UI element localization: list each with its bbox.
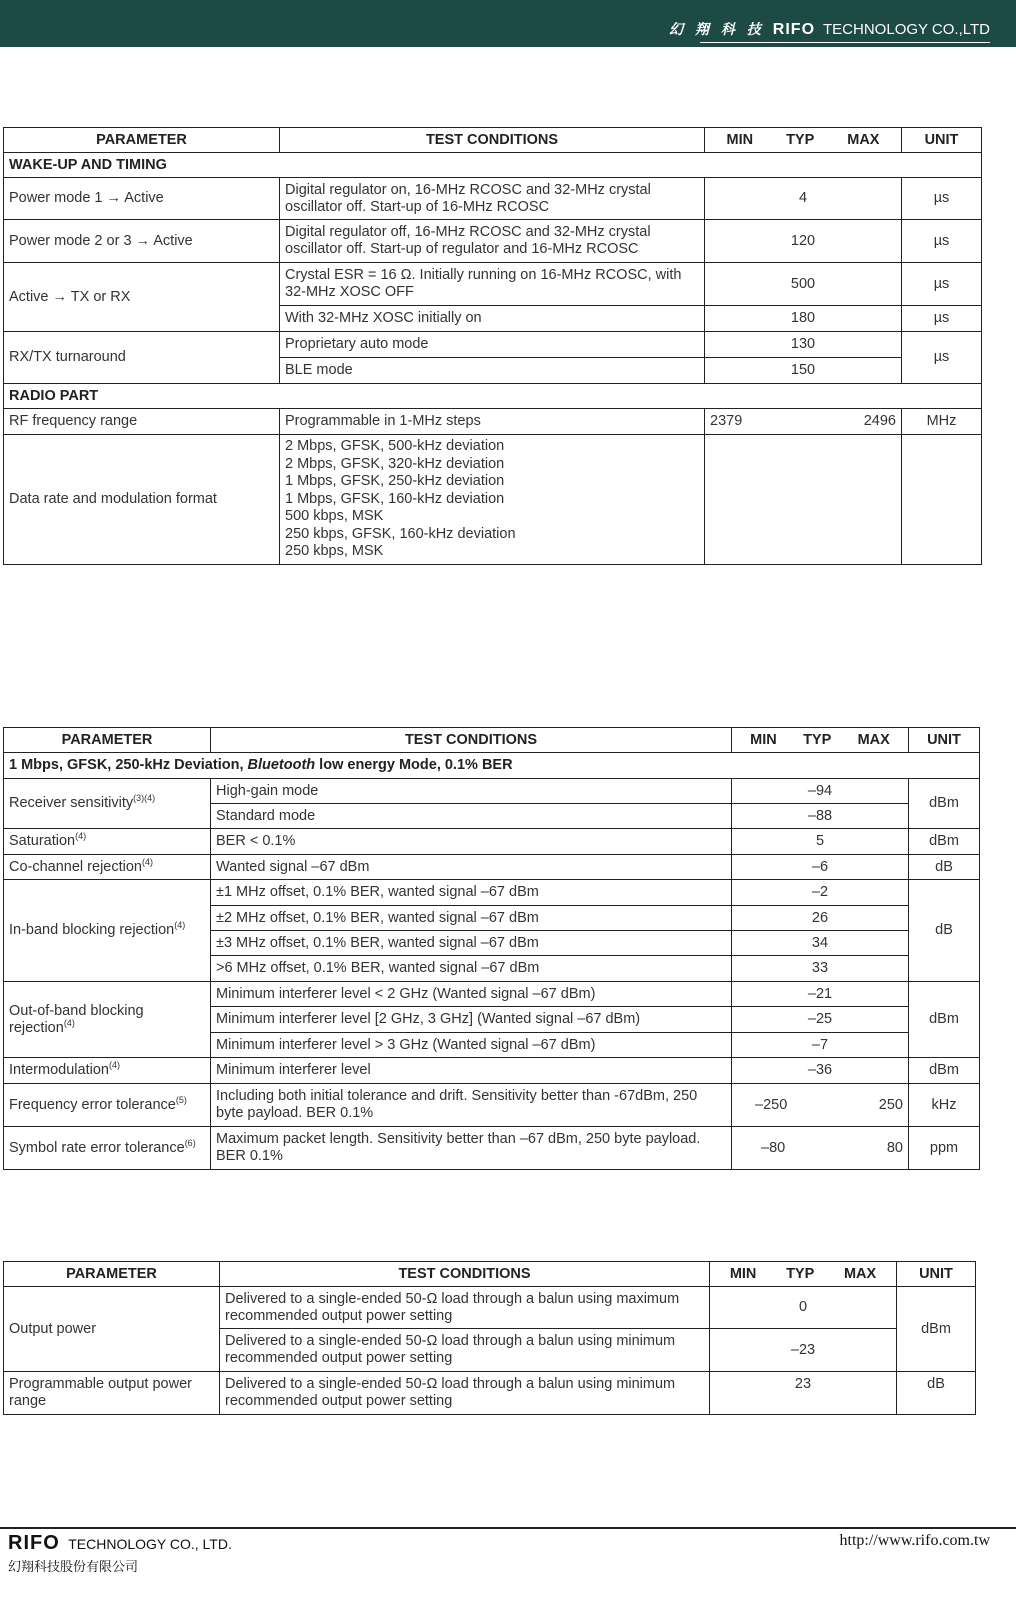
typ-cell: 34: [732, 931, 909, 956]
col-min: MIN: [750, 731, 777, 748]
table-row: [4, 1084, 980, 1127]
unit-cell: kHz: [909, 1084, 980, 1127]
condition-cell: ±3 MHz offset, 0.1% BER, wanted signal –67 dBm: [211, 931, 732, 956]
condition-cell: Minimum interferer level [2 GHz, 3 GHz] (Wanted signal –67 dBm): [211, 1007, 732, 1033]
param-label: Saturation: [9, 833, 76, 849]
param-cell: [4, 1058, 211, 1084]
col-typ: TYP: [786, 1265, 815, 1282]
unit-cell: dBm: [909, 829, 980, 855]
col-parameter: PARAMETER: [4, 728, 211, 753]
modulation-line: 250 kbps, GFSK, 160-kHz deviation: [285, 525, 516, 542]
condition-cell: [280, 435, 705, 565]
typ-cell: 26: [732, 906, 909, 931]
modulation-line: 500 kbps, MSK: [285, 508, 384, 525]
section-wakeup: WAKE-UP AND TIMING: [4, 153, 982, 178]
table-row: [4, 178, 982, 220]
header-underline: [700, 42, 990, 43]
table-header-row: [4, 728, 980, 753]
typ-cell: –6: [732, 855, 909, 880]
max-value: 2496: [863, 413, 896, 429]
param-label: Frequency error tolerance: [9, 1096, 176, 1113]
modulation-line: 250 kbps, MSK: [285, 543, 384, 560]
condition-cell: High-gain mode: [211, 779, 732, 804]
unit-cell: dB: [897, 1372, 976, 1415]
typ-cell: –2: [732, 880, 909, 906]
typ-cell: –23: [710, 1329, 897, 1372]
table-row: [4, 1058, 980, 1084]
header-brand: [669, 19, 990, 39]
table-header-row: [4, 1262, 976, 1287]
unit-cell: dB: [909, 880, 980, 982]
footer-brand: [8, 1532, 232, 1575]
footnote-ref: (4): [75, 831, 87, 841]
condition-cell: Maximum packet length. Sensitivity better than –67 dBm, 250 byte payload. BER 0.1%: [211, 1127, 732, 1170]
table-row: [4, 435, 982, 565]
param-cell: RF frequency range: [4, 409, 280, 435]
condition-cell: Digital regulator on, 16-MHz RCOSC and 32-MHz crystal oscillator off. Start-up of 16-MHz RCOSC: [280, 178, 705, 220]
footnote-ref: (4): [142, 856, 153, 867]
typ-cell: 130: [705, 332, 902, 358]
param-cell: Power mode 1 → Active: [4, 178, 280, 220]
param-label: Out-of-band blocking rejection: [9, 1002, 144, 1036]
footnote-ref: (4): [174, 920, 186, 930]
param-cell: Data rate and modulation format: [4, 435, 280, 565]
typ-cell: 4: [705, 178, 902, 220]
modulation-line: 2 Mbps, GFSK, 320-kHz deviation: [285, 455, 505, 472]
table-row: [4, 263, 982, 306]
param-cell: [4, 855, 211, 880]
col-parameter: PARAMETER: [4, 128, 280, 153]
table-row: [4, 1372, 976, 1415]
typ-cell: –36: [732, 1058, 909, 1084]
unit-cell: dBm: [909, 1058, 980, 1084]
unit-cell: MHz: [902, 409, 982, 435]
unit-cell: µs: [902, 306, 982, 332]
footnote-ref: (3)(4): [133, 793, 156, 803]
typ-cell: 23: [710, 1372, 897, 1415]
section-row: [4, 753, 980, 779]
min-max-cell: [732, 1127, 909, 1170]
param-cell: [4, 1127, 211, 1170]
col-conditions: TEST CONDITIONS: [220, 1262, 710, 1287]
typ-cell: 120: [705, 220, 902, 263]
condition-cell: Standard mode: [211, 804, 732, 829]
param-cell: Active → TX or RX: [4, 263, 280, 332]
receiver-table: [3, 727, 980, 1170]
condition-cell: Delivered to a single-ended 50-Ω load through a balun using minimum recommended output power setting: [220, 1372, 710, 1415]
typ-cell: 180: [705, 306, 902, 332]
col-max: MAX: [843, 1265, 877, 1282]
table-row: [4, 779, 980, 804]
condition-cell: Including both initial tolerance and drift. Sensitivity better than -67dBm, 250 byte payload. BER 0.1%: [211, 1084, 732, 1127]
condition-cell: With 32-MHz XOSC initially on: [280, 306, 705, 332]
table-row: [4, 1287, 976, 1329]
section-row: [4, 384, 982, 409]
section-text: 1 Mbps, GFSK, 250-kHz Deviation,: [9, 757, 248, 773]
col-conditions: TEST CONDITIONS: [280, 128, 705, 153]
col-typ: TYP: [786, 131, 815, 148]
unit-cell: dBm: [909, 982, 980, 1058]
table-header-row: [4, 128, 982, 153]
unit-cell: µs: [902, 220, 982, 263]
typ-cell: 0: [710, 1287, 897, 1329]
typ-cell: 5: [732, 829, 909, 855]
param-cell: [4, 829, 211, 855]
min-value: –80: [761, 1139, 786, 1156]
transmitter-table: [3, 1261, 976, 1415]
param-cell: [4, 779, 211, 829]
unit-cell: µs: [902, 332, 982, 384]
unit-cell: µs: [902, 263, 982, 306]
col-max: MAX: [857, 731, 890, 748]
section-text: low energy Mode, 0.1% BER: [315, 757, 513, 773]
footer-url[interactable]: http://www.rifo.com.tw: [839, 1532, 990, 1549]
header-cn-name: 幻 翔 科 技: [669, 21, 765, 37]
empty-cell: [705, 435, 902, 565]
condition-cell: Minimum interferer level > 3 GHz (Wanted signal –67 dBm): [211, 1033, 732, 1058]
typ-cell: –25: [732, 1007, 909, 1033]
col-parameter: PARAMETER: [4, 1262, 220, 1287]
condition-cell: Minimum interferer level: [211, 1058, 732, 1084]
param-label: Symbol rate error tolerance: [9, 1139, 185, 1156]
header-bar: [0, 0, 1016, 47]
col-unit: UNIT: [897, 1262, 976, 1287]
modulation-line: 2 Mbps, GFSK, 500-kHz deviation: [285, 438, 505, 455]
typ-cell: 150: [705, 358, 902, 384]
condition-cell: Digital regulator off, 16-MHz RCOSC and 32-MHz crystal oscillator off. Start-up of regulator and 16-MHz RCOSC: [280, 220, 705, 263]
table-row: [4, 220, 982, 263]
footnote-ref: (5): [175, 1094, 187, 1105]
table-row: [4, 855, 980, 880]
footer-company: TECHNOLOGY CO., LTD.: [68, 1536, 232, 1552]
section-text-italic: Bluetooth: [247, 757, 316, 773]
col-min: MIN: [729, 1265, 757, 1282]
col-unit: UNIT: [902, 128, 982, 153]
col-min-typ-max: [732, 728, 909, 753]
typ-cell: 33: [732, 956, 909, 982]
footer-cn-company: 幻翔科技股份有限公司: [8, 1559, 139, 1574]
max-value: 250: [878, 1096, 903, 1113]
table-row: [4, 829, 980, 855]
typ-cell: 500: [705, 263, 902, 306]
table-row: [4, 1127, 980, 1170]
col-conditions: TEST CONDITIONS: [211, 728, 732, 753]
condition-cell: ±2 MHz offset, 0.1% BER, wanted signal –67 dBm: [211, 906, 732, 931]
col-min-typ-max: [710, 1262, 897, 1287]
unit-cell: dBm: [897, 1287, 976, 1372]
param-cell: [4, 880, 211, 982]
min-value: 2379: [710, 413, 743, 429]
condition-cell: BER < 0.1%: [211, 829, 732, 855]
footnote-ref: (4): [108, 1060, 120, 1070]
unit-cell: ppm: [909, 1127, 980, 1170]
condition-cell: Delivered to a single-ended 50-Ω load through a balun using minimum recommended output power setting: [220, 1329, 710, 1372]
param-label: Intermodulation: [9, 1062, 109, 1078]
param-label: Co-channel rejection: [9, 858, 142, 875]
condition-cell: Proprietary auto mode: [280, 332, 705, 358]
empty-cell: [902, 435, 982, 565]
col-min-typ-max: [705, 128, 902, 153]
header-logo: RIFO: [772, 21, 816, 38]
condition-cell: ±1 MHz offset, 0.1% BER, wanted signal –67 dBm: [211, 880, 732, 906]
condition-cell: BLE mode: [280, 358, 705, 384]
footer-logo: RIFO: [8, 1532, 60, 1554]
condition-cell: Minimum interferer level < 2 GHz (Wanted signal –67 dBm): [211, 982, 732, 1007]
section-ble: [4, 753, 980, 779]
condition-cell: Programmable in 1-MHz steps: [280, 409, 705, 435]
param-label: Receiver sensitivity: [9, 795, 134, 811]
table-row: [4, 409, 982, 435]
param-cell: RX/TX turnaround: [4, 332, 280, 384]
modulation-line: 1 Mbps, GFSK, 250-kHz deviation: [285, 473, 505, 490]
min-value: –250: [755, 1096, 788, 1113]
min-max-cell: [732, 1084, 909, 1127]
param-label: In-band blocking rejection: [9, 922, 175, 938]
param-cell: Power mode 2 or 3 → Active: [4, 220, 280, 263]
section-radio: RADIO PART: [4, 384, 982, 409]
typ-cell: –7: [732, 1033, 909, 1058]
condition-cell: Delivered to a single-ended 50-Ω load through a balun using maximum recommended output power setting: [220, 1287, 710, 1329]
condition-cell: Wanted signal –67 dBm: [211, 855, 732, 880]
param-cell: Output power: [4, 1287, 220, 1372]
condition-cell: Crystal ESR = 16 Ω. Initially running on 16-MHz RCOSC, with 32-MHz XOSC OFF: [280, 263, 705, 306]
table-row: [4, 880, 980, 906]
footer-rule: [0, 1527, 1016, 1529]
param-cell: [4, 982, 211, 1058]
col-unit: UNIT: [909, 728, 980, 753]
col-max: MAX: [847, 131, 880, 148]
min-max-cell: [705, 409, 902, 435]
col-min: MIN: [726, 131, 754, 148]
unit-cell: dBm: [909, 779, 980, 829]
modulation-line: 1 Mbps, GFSK, 160-kHz deviation: [285, 490, 505, 507]
section-row: [4, 153, 982, 178]
col-typ: TYP: [803, 731, 832, 748]
table-row: [4, 332, 982, 358]
unit-cell: µs: [902, 178, 982, 220]
table-row: [4, 982, 980, 1007]
footnote-ref: (6): [184, 1137, 196, 1148]
max-value: 80: [886, 1139, 903, 1156]
header-company: TECHNOLOGY CO.,LTD: [823, 21, 990, 38]
unit-cell: dB: [909, 855, 980, 880]
footnote-ref: (4): [63, 1017, 75, 1028]
param-cell: Programmable output power range: [4, 1372, 220, 1415]
wakeup-radio-table: [3, 127, 982, 565]
typ-cell: –88: [732, 804, 909, 829]
typ-cell: –21: [732, 982, 909, 1007]
param-cell: [4, 1084, 211, 1127]
condition-cell: >6 MHz offset, 0.1% BER, wanted signal –67 dBm: [211, 956, 732, 982]
typ-cell: –94: [732, 779, 909, 804]
